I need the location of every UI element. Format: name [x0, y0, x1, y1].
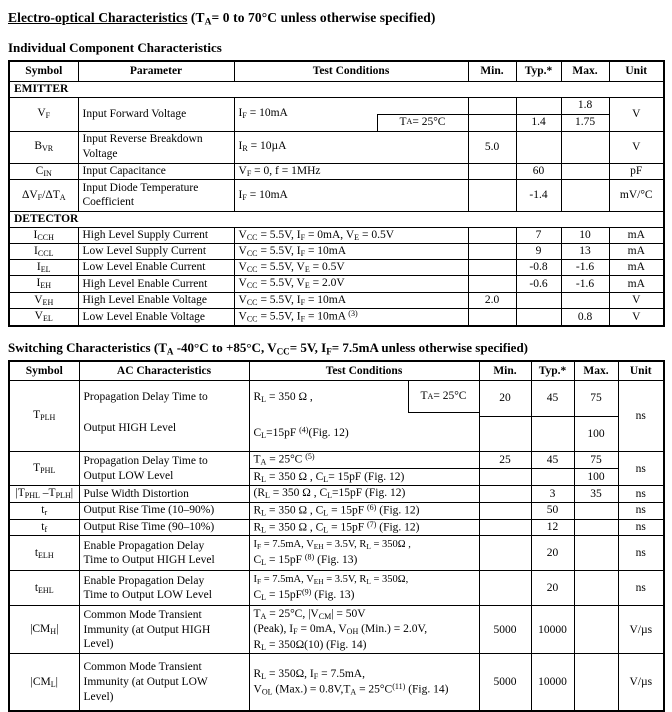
min-cell: [468, 97, 516, 114]
unit-cell: mA: [609, 227, 664, 243]
conditions-cell: $I_F = 10mA$: [234, 179, 468, 211]
typ-cell: [516, 309, 561, 326]
row-fall-time: [9, 519, 664, 536]
conditions-header: Test Conditions: [249, 361, 479, 380]
row-cmh: [9, 606, 664, 654]
max-cell: [561, 292, 609, 308]
min-cell: [468, 163, 516, 179]
symbol-header: Symbol: [9, 361, 79, 380]
table1-title: Individual Component Characteristics: [8, 40, 222, 56]
max-cell: 0.8: [561, 309, 609, 326]
max-cell: 13: [561, 243, 609, 259]
conditions-cell: $R_L = 350$ Ω , $C_L = 15pF$ $^{(7)}$ (Fig. 12): [249, 519, 479, 536]
conditions-cell: $V_F = 0$, f = 1MHz: [234, 163, 468, 179]
unit-cell: ns: [618, 486, 664, 502]
conditions-cell: [249, 571, 479, 606]
ac-characteristics-header: AC Characteristics: [79, 361, 249, 380]
typ-cell: 1.4: [516, 114, 561, 131]
conditions-line2: $C_L = 15pF$ $^{(8)}$ (Fig. 13): [253, 552, 358, 567]
min-cell: [468, 309, 516, 326]
unit-cell: pF: [609, 163, 664, 179]
symbol-cell: $t_{EHL}$: [9, 571, 79, 606]
detector-section-row: [9, 211, 664, 227]
row-veh: [9, 292, 664, 308]
detector-section-label: DETECTOR: [9, 211, 664, 227]
table-header-row: [9, 361, 664, 380]
max-cell: 1.75: [561, 114, 609, 131]
unit-cell: V: [609, 309, 664, 326]
min-cell: [479, 536, 531, 571]
min-cell: [479, 571, 531, 606]
max-cell: 75: [574, 452, 618, 469]
unit-cell: ns: [618, 571, 664, 606]
unit-cell: mA: [609, 276, 664, 292]
row-cin: [9, 163, 664, 179]
unit-cell: ns: [618, 452, 664, 486]
conditions-cell: $T_A = 25^\circ C$ $^{(5)}$: [249, 452, 479, 469]
parameter-cell: Output Rise Time (10–90%): [79, 502, 249, 519]
row-pulse-width-distortion: [9, 486, 664, 502]
switching-characteristics-table: [8, 360, 665, 712]
unit-cell: V: [609, 97, 664, 131]
conditions-cell: [249, 380, 479, 452]
unit-cell: V/µs: [618, 606, 664, 654]
ta-25c-box: T A = 25°C: [408, 380, 480, 413]
max-cell: [574, 654, 618, 711]
parameter-cell: Input Diode Temperature Coefficient: [78, 179, 234, 211]
row-icch: [9, 227, 664, 243]
conditions-cell: $V_{CC} = 5.5V$, $V_E = 0.5V$: [234, 260, 468, 276]
ta-25c-box: T A = 25°C: [377, 114, 469, 132]
symbol-cell: $V_F$: [9, 97, 78, 131]
parameter-cell: Propagation Delay Time to Output LOW Level: [79, 452, 249, 486]
page-title-underlined: Electro-optical Characteristics: [8, 10, 188, 25]
min-cell: [479, 416, 531, 452]
row-ieh: [9, 276, 664, 292]
max-cell: [574, 571, 618, 606]
typ-cell: 10000: [531, 654, 574, 711]
row-tehl: [9, 571, 664, 606]
unit-cell: mA: [609, 260, 664, 276]
max-cell: [574, 519, 618, 536]
min-cell: 5000: [479, 654, 531, 711]
conditions-cell: $V_{CC} = 5.5V$, $I_F = 10mA$: [234, 243, 468, 259]
conditions-text: $I_F = 10mA$: [238, 107, 288, 121]
typ-cell: [516, 131, 561, 163]
min-cell: [468, 114, 516, 131]
row-iel: [9, 260, 664, 276]
symbol-cell: $t_f$: [9, 519, 79, 536]
max-cell: 75: [574, 380, 618, 416]
min-cell: [479, 486, 531, 502]
row-dvf-dta: [9, 179, 664, 211]
symbol-cell: $I_{EH}$: [9, 276, 78, 292]
min-cell: 5000: [479, 606, 531, 654]
row-tplh: [9, 380, 664, 416]
unit-header: Unit: [618, 361, 664, 380]
parameter-cell: Common Mode Transient Immunity (at Output LOW Level): [79, 654, 249, 711]
max-cell: -1.6: [561, 260, 609, 276]
min-cell: [479, 502, 531, 519]
max-cell: [574, 502, 618, 519]
row-cml: [9, 654, 664, 711]
typ-cell: -0.6: [516, 276, 561, 292]
min-cell: [468, 243, 516, 259]
parameter-cell: Pulse Width Distortion: [79, 486, 249, 502]
symbol-cell: $I_{EL}$: [9, 260, 78, 276]
row-rise-time: [9, 502, 664, 519]
row-iccl: [9, 243, 664, 259]
conditions-cell: ($R_L = 350$ Ω , $C_L=15pF$ (Fig. 12): [249, 486, 479, 502]
typ-cell: [516, 97, 561, 114]
parameter-cell: Low Level Enable Current: [78, 260, 234, 276]
min-cell: [468, 179, 516, 211]
conditions-cell: $V_{CC} = 5.5V$, $V_E = 2.0V$: [234, 276, 468, 292]
conditions-line1: $I_F = 7.5mA$, $V_{EH} = 3.5V$, $R_L = 350\Omega$,: [253, 574, 409, 587]
table-header-row: [9, 61, 664, 81]
conditions-cell: [234, 97, 468, 131]
symbol-cell: $T_{PHL}$: [9, 452, 79, 486]
symbol-cell: $t_r$: [9, 502, 79, 519]
parameter-cell: Common Mode Transient Immunity (at Output HIGH Level): [79, 606, 249, 654]
parameter-cell: Input Forward Voltage: [78, 97, 234, 131]
typ-cell: [531, 416, 574, 452]
typ-cell: 45: [531, 380, 574, 416]
unit-cell: mV/°C: [609, 179, 664, 211]
unit-cell: V: [609, 131, 664, 163]
min-cell: 25: [479, 452, 531, 469]
row-vel: [9, 309, 664, 326]
max-cell: [561, 179, 609, 211]
emitter-section-label: EMITTER: [9, 81, 664, 97]
conditions-cell: $R_L = 350\Omega$, $I_F = 7.5mA$, $V_{OL}$ $(Max.) = 0.8V,T_A = 25^\circ C^{(11)}$ (Fig. 14): [249, 654, 479, 711]
typ-cell: 12: [531, 519, 574, 536]
parameter-cell: Enable Propagation Delay Time to Output HIGH Level: [79, 536, 249, 571]
parameter-cell: High Level Enable Current: [78, 276, 234, 292]
parameter-cell: Output Rise Time (90–10%): [79, 519, 249, 536]
unit-cell: ns: [618, 380, 664, 452]
max-cell: 100: [574, 469, 618, 486]
min-header: Min.: [479, 361, 531, 380]
parameter-cell: Propagation Delay Time to Output HIGH Level: [79, 380, 249, 452]
min-cell: [479, 469, 531, 486]
symbol-cell: $|CM_H|$: [9, 606, 79, 654]
parameter-cell: Input Reverse Breakdown Voltage: [78, 131, 234, 163]
conditions-cell: $V_{CC} = 5.5V$, $I_F = 10mA$ $^{(3)}$: [234, 309, 468, 326]
row-tphl: [9, 452, 664, 469]
typ-cell: -0.8: [516, 260, 561, 276]
typ-cell: [531, 469, 574, 486]
symbol-cell: $|T_{PHL}$ $-T_{PLH}|$: [9, 486, 79, 502]
typ-cell: 60: [516, 163, 561, 179]
unit-cell: ns: [618, 536, 664, 571]
max-header: Max.: [574, 361, 618, 380]
conditions-text: $R_L = 350$ Ω , $C_L=15pF$ $^{(4)}$(Fig. 12): [253, 390, 349, 441]
symbol-cell: $t_{ELH}$: [9, 536, 79, 571]
symbol-cell: $V_{EH}$: [9, 292, 78, 308]
min-cell: [468, 260, 516, 276]
symbol-cell: $|CM_L|$: [9, 654, 79, 711]
page-title: [8, 10, 672, 27]
symbol-header: Symbol: [9, 61, 78, 81]
max-cell: [561, 163, 609, 179]
typ-cell: [516, 292, 561, 308]
conditions-line1: $I_F = 7.5mA$, $V_{EH} = 3.5V$, $R_L = 350\Omega$ ,: [253, 539, 411, 552]
typ-cell: 7: [516, 227, 561, 243]
parameter-cell: High Level Enable Voltage: [78, 292, 234, 308]
page-title-conditions: ($T_A= 0$ to 70°C unless otherwise specified): [187, 10, 436, 28]
max-cell: 100: [574, 416, 618, 452]
row-vf: [9, 97, 664, 114]
unit-cell: ns: [618, 502, 664, 519]
symbol-cell: $C_{IN}$: [9, 163, 78, 179]
parameter-cell: Low Level Supply Current: [78, 243, 234, 259]
unit-cell: V/µs: [618, 654, 664, 711]
row-telh: [9, 536, 664, 571]
typ-cell: -1.4: [516, 179, 561, 211]
table2-title: Switching Characteristics ($T_A$ -40°C to +85°C, $V_{CC}= 5V$, $I_F= 7.5mA$ unless otherwise specified): [8, 339, 529, 357]
unit-cell: mA: [609, 243, 664, 259]
parameter-cell: Low Level Enable Voltage: [78, 309, 234, 326]
unit-header: Unit: [609, 61, 664, 81]
typ-cell: 9: [516, 243, 561, 259]
conditions-cell: $T_A = 25^\circ C$, $|V_{CM}| = 50V$ (Peak), $I_F = 0mA$, $V_{OH}$ (Min.) = 2.0V, $R_L = 350\Omega(10)$ (Fig. 14): [249, 606, 479, 654]
conditions-cell: $R_L = 350$ Ω , $C_L= 15pF$ (Fig. 12): [249, 469, 479, 486]
emitter-section-row: [9, 81, 664, 97]
max-cell: 1.8: [561, 97, 609, 114]
symbol-cell: $\Delta V_F/\Delta T_A$: [9, 179, 78, 211]
max-cell: -1.6: [561, 276, 609, 292]
typ-cell: 20: [531, 536, 574, 571]
min-header: Min.: [468, 61, 516, 81]
min-cell: [479, 519, 531, 536]
conditions-cell: [249, 536, 479, 571]
conditions-cell: $R_L = 350$ Ω , $C_L = 15pF$ $^{(6)}$ (Fig. 12): [249, 502, 479, 519]
min-cell: 5.0: [468, 131, 516, 163]
conditions-cell: $V_{CC} = 5.5V$, $I_F = 0mA$, $V_E = 0.5V$: [234, 227, 468, 243]
typ-cell: 45: [531, 452, 574, 469]
conditions-header: Test Conditions: [234, 61, 468, 81]
conditions-cell: $V_{CC} = 5.5V$, $I_F = 10mA$: [234, 292, 468, 308]
max-cell: [574, 536, 618, 571]
typ-cell: 50: [531, 502, 574, 519]
max-cell: [561, 131, 609, 163]
min-cell: [468, 276, 516, 292]
symbol-cell: $V_{EL}$: [9, 309, 78, 326]
max-cell: [574, 606, 618, 654]
parameter-cell: Enable Propagation Delay Time to Output LOW Level: [79, 571, 249, 606]
typ-header: Typ.*: [531, 361, 574, 380]
min-cell: 2.0: [468, 292, 516, 308]
conditions-cell: $I_R = 10\mu A$: [234, 131, 468, 163]
max-cell: 35: [574, 486, 618, 502]
row-bvr: [9, 131, 664, 163]
symbol-cell: $I_{CCL}$: [9, 243, 78, 259]
typ-cell: 20: [531, 571, 574, 606]
max-header: Max.: [561, 61, 609, 81]
min-cell: [468, 227, 516, 243]
conditions-line2: $C_L = 15pF^{(9)}$ (Fig. 13): [253, 587, 355, 602]
individual-component-characteristics-table: [8, 60, 665, 327]
symbol-cell: $B_{VR}$: [9, 131, 78, 163]
typ-header: Typ.*: [516, 61, 561, 81]
parameter-header: Parameter: [78, 61, 234, 81]
min-cell: 20: [479, 380, 531, 416]
parameter-cell: Input Capacitance: [78, 163, 234, 179]
max-cell: 10: [561, 227, 609, 243]
symbol-cell: $I_{CCH}$: [9, 227, 78, 243]
typ-cell: 3: [531, 486, 574, 502]
unit-cell: V: [609, 292, 664, 308]
typ-cell: 10000: [531, 606, 574, 654]
parameter-cell: High Level Supply Current: [78, 227, 234, 243]
unit-cell: ns: [618, 519, 664, 536]
symbol-cell: $T_{PLH}$: [9, 380, 79, 452]
